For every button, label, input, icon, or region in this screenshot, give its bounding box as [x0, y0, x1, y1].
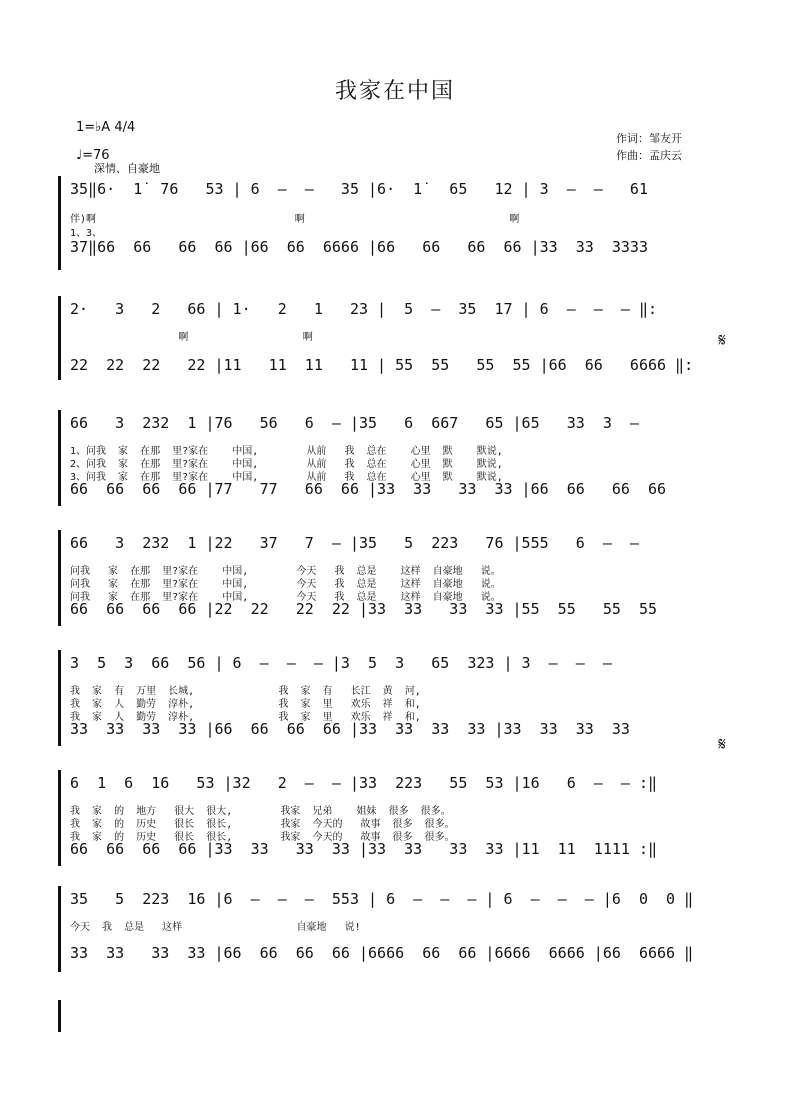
accompaniment-notes: 22 22 22 22 |11 11 11 11 | 55 55 55 55 |66 66 6666 ‖: [70, 356, 694, 374]
lyric-line: 我 家 的 历史 很长 很长, 我家 今天的 故事 很多 很多。 [70, 819, 455, 830]
lyric-line: 问我 家 在那 里?家在 中国, 今天 我 总是 这样 自豪地 说。 [70, 592, 501, 603]
segno-sign: 𝄋 [718, 734, 726, 755]
melody-staff [70, 414, 720, 436]
lyric-line: 问我 家 在那 里?家在 中国, 今天 我 总是 这样 自豪地 说。 [70, 566, 501, 577]
lyric-line: 伴)啊 啊 啊 [70, 214, 520, 225]
accompaniment-staff [70, 356, 720, 378]
lyricist-credit: 作词：邹友开 [616, 132, 682, 145]
segno-sign: 𝄋 [718, 330, 726, 351]
score-system-2 [58, 296, 726, 386]
accompaniment-staff [70, 944, 720, 966]
accompaniment-notes: 66 66 66 66 |77 77 66 66 |33 33 33 33 |66 66 66 66 [70, 480, 667, 498]
accompaniment-staff [70, 600, 720, 622]
empty-system [58, 1000, 720, 1034]
score-system-1 [58, 176, 720, 276]
expression-marking: 深情、自豪地 [94, 162, 160, 175]
melody-staff [70, 300, 720, 322]
melody-notes: 35 5 223 16 |6 — — — 553 | 6 — — — | 6 — — — |6 0 0 ‖ [70, 890, 694, 908]
accompaniment-staff [70, 238, 720, 260]
accompaniment-staff [70, 720, 720, 742]
key-signature: 1=♭A 4/4 [76, 120, 136, 135]
accompaniment-staff [70, 840, 720, 862]
melody-notes: 35‖6· 1̇ 76 53 | 6 — — 35 |6· 1̇ 65 12 | 3 — — 61 [70, 180, 648, 198]
lyric-line: 啊 啊 [70, 332, 313, 343]
melody-staff [70, 654, 720, 676]
lyric-line: 问我 家 在那 里?家在 中国, 今天 我 总是 这样 自豪地 说。 [70, 579, 501, 590]
lyric-line: 我 家 的 历史 很长 很长, 我家 今天的 故事 很多 很多。 [70, 832, 455, 843]
melody-notes: 66 3 232 1 |76 56 6 — |35 6 667 65 |65 33 3 — [70, 414, 639, 432]
tempo-marking: ♩=76 [76, 148, 110, 163]
score-system-4 [58, 530, 720, 630]
score-system-5 [58, 650, 726, 755]
accompaniment-notes: 33 33 33 33 |66 66 66 66 |33 33 33 33 |33 33 33 33 [70, 720, 630, 738]
lyric-line: 1、3、 [70, 228, 103, 239]
lyric-line: 我 家 人 勤劳 淳朴, 我 家 里 欢乐 祥 和, [70, 712, 421, 723]
melody-notes: 2· 3 2 66 | 1· 2 1 23 | 5 — 35 17 | 6 — — — ‖: [70, 300, 657, 318]
score-system-7 [58, 886, 720, 976]
lyric-line: 3、问我 家 在那 里?家在 中国, 从前 我 总在 心里 默 默说, [70, 472, 503, 483]
composer-credit: 作曲：孟庆云 [616, 149, 682, 162]
accompaniment-notes: 33 33 33 33 |66 66 66 66 |6666 66 66 |6666 6666 |66 6666 ‖ [70, 944, 694, 962]
melody-staff [70, 180, 720, 202]
lyric-line: 我 家 人 勤劳 淳朴, 我 家 里 欢乐 祥 和, [70, 699, 421, 710]
lyric-line: 今天 我 总是 这样 自豪地 说! [70, 922, 361, 933]
melody-notes: 6 1 6 16 53 |32 2 — — |33 223 55 53 |16 6 — — :‖ [70, 774, 657, 792]
accompaniment-staff [70, 480, 720, 502]
accompaniment-notes: 66 66 66 66 |33 33 33 33 |33 33 33 33 |11 11 1111 :‖ [70, 840, 657, 858]
lyric-line: 2、问我 家 在那 里?家在 中国, 从前 我 总在 心里 默 默说, [70, 459, 503, 470]
melody-notes: 3 5 3 66 56 | 6 — — — |3 5 3 65 323 | 3 — — — [70, 654, 612, 672]
melody-notes: 66 3 232 1 |22 37 7 — |35 5 223 76 |555 6 — — [70, 534, 639, 552]
accompaniment-notes: 66 66 66 66 |22 22 22 22 |33 33 33 33 |55 55 55 55 [70, 600, 657, 618]
melody-staff [70, 774, 720, 796]
melody-staff [70, 890, 720, 912]
lyric-line: 1、问我 家 在那 里?家在 中国, 从前 我 总在 心里 默 默说, [70, 446, 503, 457]
lyric-line: 我 家 有 万里 长城, 我 家 有 长江 黄 河, [70, 686, 421, 697]
melody-staff [70, 534, 720, 556]
score-system-3 [58, 410, 720, 510]
accompaniment-notes: 37‖66 66 66 66 |66 66 6666 |66 66 66 66 |33 33 3333 [70, 238, 648, 256]
lyric-line: 我 家 的 地方 很大 很大, 我家 兄弟 姐妹 很多 很多。 [70, 806, 451, 817]
score-system-6 [58, 770, 720, 870]
song-title: 我家在中国 [334, 79, 455, 104]
